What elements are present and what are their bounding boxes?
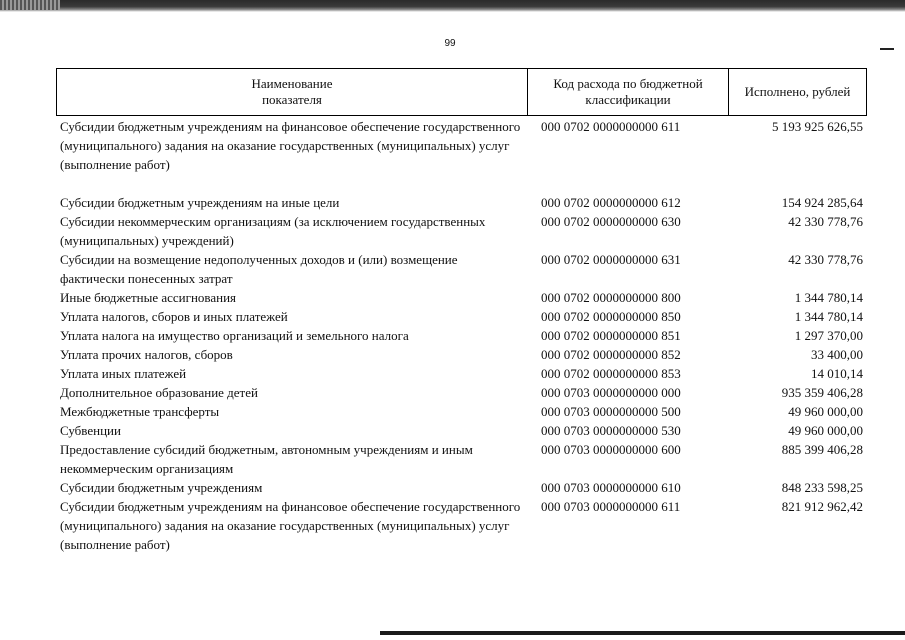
row-name: Уплата налогов, сборов и иных платежей [60,309,288,324]
row-code: 000 0703 0000000000 000 [541,385,681,400]
scan-bottom-border [380,631,905,635]
table-header [56,68,867,116]
row-name: Уплата налога на имущество организаций и земельного налога [60,328,409,343]
row-name: Иные бюджетные ассигнования [60,290,237,305]
row-code: 000 0703 0000000000 610 [541,480,681,495]
table-row [56,117,867,174]
page-number: 99 [444,38,456,49]
table-row [56,212,867,250]
table-row [56,440,867,478]
row-code: 000 0702 0000000000 853 [541,366,681,381]
row-code: 000 0703 0000000000 600 [541,442,681,457]
row-code: 000 0702 0000000000 631 [541,252,681,267]
row-amount: 14 010,14 [811,366,863,381]
row-amount: 848 233 598,25 [781,480,863,495]
table-row [56,421,867,440]
table-row [56,402,867,421]
row-amount: 154 924 285,64 [781,195,863,210]
row-amount: 42 330 778,76 [788,252,863,267]
table-row [56,345,867,364]
row-amount: 1 344 780,14 [794,309,863,324]
scan-top-border [0,0,905,12]
table-row [56,193,867,212]
row-amount: 1 344 780,14 [794,290,863,305]
table-row [56,383,867,402]
row-code: 000 0702 0000000000 852 [541,347,681,362]
row-amount: 935 359 406,28 [781,385,863,400]
row-code: 000 0702 0000000000 850 [541,309,681,324]
header-code-text: Код расхода по бюджетной классификации [553,76,703,107]
row-code: 000 0702 0000000000 851 [541,328,681,343]
table-row [56,326,867,345]
row-code: 000 0703 0000000000 611 [541,499,681,514]
row-amount: 33 400,00 [811,347,863,362]
row-amount: 821 912 962,42 [781,499,863,514]
header-code [528,69,729,115]
row-name: Субсидии бюджетным учреждениям на финансовое обеспечение государственного (муниципального) задания на оказание государственных (муниципальных) услуг (выполнение работ) [60,499,521,552]
header-amount-text: Исполнено, рублей [744,84,851,99]
row-amount: 5 193 925 626,55 [772,119,863,134]
header-name-text: Наименование показателя [251,76,333,107]
row-name: Субсидии бюджетным учреждениям [60,480,263,495]
row-name: Субсидии бюджетным учреждениям на финансовое обеспечение государственного (муниципального) задания на оказание государственных (муниципальных) услуг (выполнение работ) [60,119,521,172]
header-amount [729,69,866,115]
row-name: Межбюджетные трансферты [60,404,220,419]
row-name: Уплата иных платежей [60,366,187,381]
table-row [56,364,867,383]
row-name: Субсидии некоммерческим организациям (за исключением государственных (муниципальных) учреждений) [60,214,486,248]
row-name: Дополнительное образование детей [60,385,258,400]
header-name [57,69,528,115]
row-code: 000 0703 0000000000 500 [541,404,681,419]
row-amount: 885 399 406,28 [781,442,863,457]
row-code: 000 0702 0000000000 800 [541,290,681,305]
table-row [56,478,867,497]
row-name: Субвенции [60,423,121,438]
row-name: Уплата прочих налогов, сборов [60,347,233,362]
row-name: Субсидии бюджетным учреждениям на иные цели [60,195,340,210]
row-amount: 49 960 000,00 [788,404,863,419]
scan-margin-mark [880,48,894,50]
row-code: 000 0702 0000000000 630 [541,214,681,229]
table-row [56,497,867,554]
table-row [56,250,867,288]
row-code: 000 0702 0000000000 611 [541,119,681,134]
row-name: Предоставление субсидий бюджетным, автономным учреждениям и иным некоммерческим организациям [60,442,473,476]
row-amount: 49 960 000,00 [788,423,863,438]
row-amount: 42 330 778,76 [788,214,863,229]
row-name: Субсидии на возмещение недополученных доходов и (или) возмещение фактически понесенных затрат [60,252,458,286]
scan-noise-mark [0,0,60,10]
row-code: 000 0702 0000000000 612 [541,195,681,210]
table-body [56,117,867,554]
table-row [56,288,867,307]
row-code: 000 0703 0000000000 530 [541,423,681,438]
row-amount: 1 297 370,00 [794,328,863,343]
table-row [56,307,867,326]
